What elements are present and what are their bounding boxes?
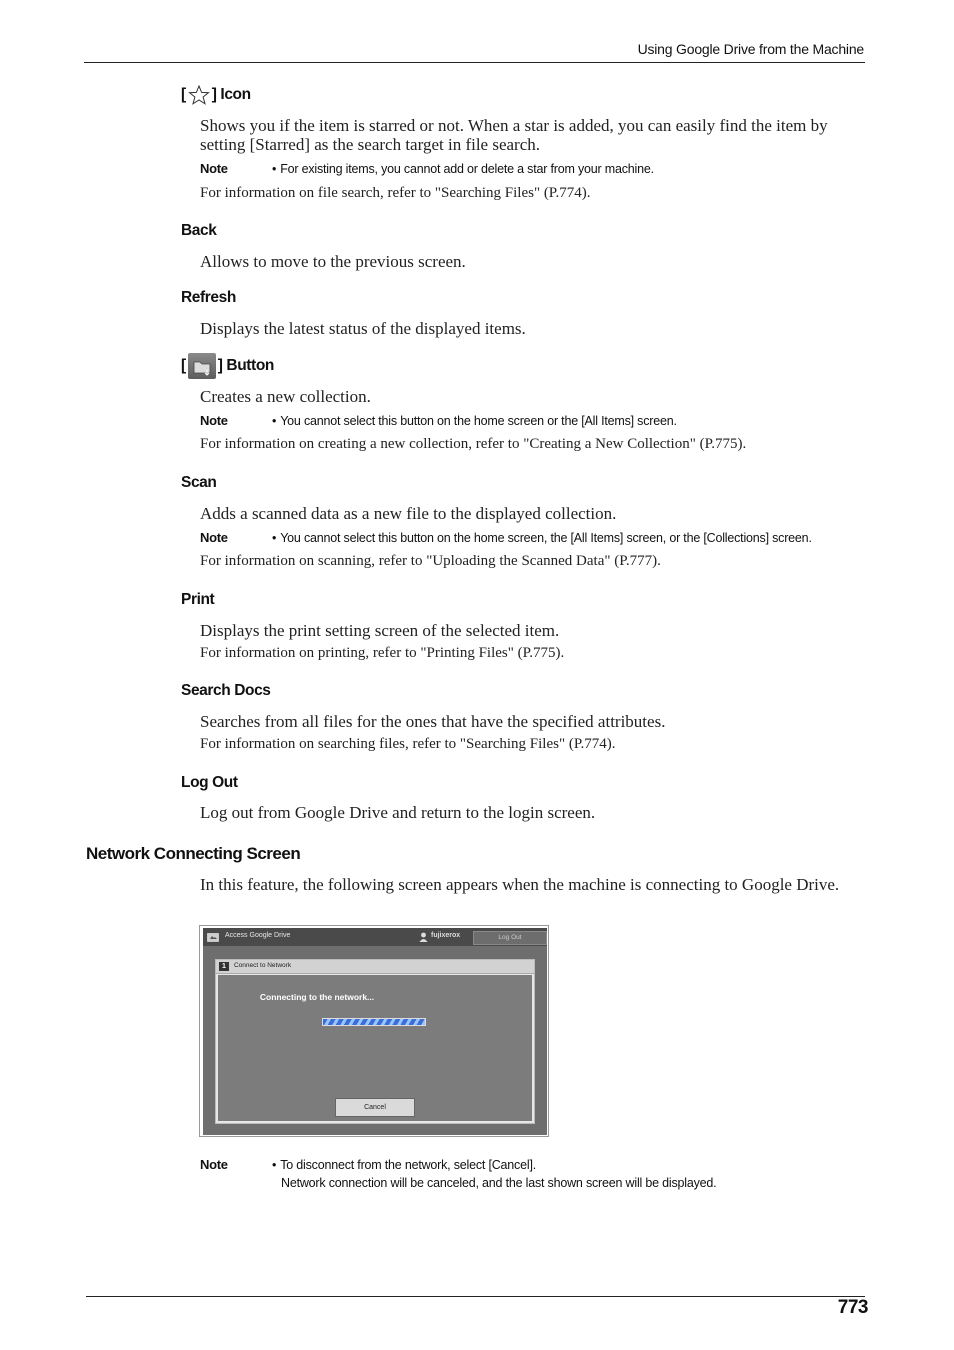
dialog-header xyxy=(216,960,534,974)
collection-description: Creates a new collection. xyxy=(200,387,371,406)
star-description: Shows you if the item is starred or not. When a star is added, you can easily find the item by setting [Starred] as the search target in file search. xyxy=(200,116,828,154)
network-screen-figure xyxy=(199,925,549,1137)
reference-text: For information on searching files, refer to "Searching Files" (P.774). xyxy=(200,736,616,752)
search-description: Searches from all files for the ones that have the specified attributes. xyxy=(200,712,666,731)
print-description: Displays the print setting screen of the selected item. xyxy=(200,621,560,640)
dialog-content xyxy=(218,975,532,1121)
refresh-description: Displays the latest status of the displayed items. xyxy=(200,319,526,338)
user-name: fujixerox xyxy=(431,932,461,939)
heading-star-icon: [ ] Icon xyxy=(181,86,251,103)
note-text: • To disconnect from the network, select [Cancel]. Network connection will be canceled, and the last shown screen will be displayed. xyxy=(272,1158,717,1190)
note-text: • For existing items, you cannot add or delete a star from your machine. xyxy=(272,162,654,176)
note-label: Note xyxy=(200,530,228,545)
user-icon xyxy=(419,932,428,942)
reference-text: For information on file search, refer to "Searching Files" (P.774). xyxy=(200,185,591,201)
screen-title-bar xyxy=(203,928,547,946)
header-rule xyxy=(84,62,865,63)
note-text: • You cannot select this button on the home screen, the [All Items] screen, or the [Collections] screen. xyxy=(272,531,812,545)
connecting-message: Connecting to the network... xyxy=(259,992,375,1002)
reference-text: For information on creating a new collection, refer to "Creating a New Collection" (P.775). xyxy=(200,436,747,452)
back-description: Allows to move to the previous screen. xyxy=(200,252,466,271)
drive-icon xyxy=(207,932,219,942)
heading-print: Print xyxy=(181,591,215,608)
running-header: Using Google Drive from the Machine xyxy=(637,41,864,57)
logout-description: Log out from Google Drive and return to the login screen. xyxy=(200,803,596,822)
page-number: 773 xyxy=(837,1297,868,1318)
connect-dialog xyxy=(215,959,535,1124)
screen-body xyxy=(203,946,547,1135)
note-text: • You cannot select this button on the home screen or the [All Items] screen. xyxy=(272,414,677,428)
logout-button[interactable]: Log Out xyxy=(473,931,547,945)
heading-log-out: Log Out xyxy=(181,774,238,791)
heading-back: Back xyxy=(181,222,217,239)
cancel-button[interactable]: Cancel xyxy=(335,1098,415,1117)
heading-refresh: Refresh xyxy=(181,289,236,306)
heading-search-docs: Search Docs xyxy=(181,682,271,699)
heading-new-collection-button: [ ] Button xyxy=(181,353,274,379)
star-icon xyxy=(188,85,210,105)
screen-title: Access Google Drive xyxy=(225,932,291,939)
heading-network-connecting-screen: Network Connecting Screen xyxy=(86,844,301,863)
note-label: Note xyxy=(200,413,228,428)
network-description: In this feature, the following screen appears when the machine is connecting to Google Drive. xyxy=(200,875,840,894)
dialog-number: 1 xyxy=(219,962,229,971)
scan-description: Adds a scanned data as a new file to the displayed collection. xyxy=(200,504,617,523)
footer-rule xyxy=(86,1296,865,1297)
dialog-title: Connect to Network xyxy=(234,962,292,969)
note-label: Note xyxy=(200,161,228,176)
reference-text: For information on printing, refer to "Printing Files" (P.775). xyxy=(200,645,565,661)
progress-bar xyxy=(322,1018,426,1026)
heading-scan: Scan xyxy=(181,474,217,491)
new-collection-icon xyxy=(188,353,216,379)
note-label: Note xyxy=(200,1157,228,1172)
reference-text: For information on scanning, refer to "Uploading the Scanned Data" (P.777). xyxy=(200,553,661,569)
